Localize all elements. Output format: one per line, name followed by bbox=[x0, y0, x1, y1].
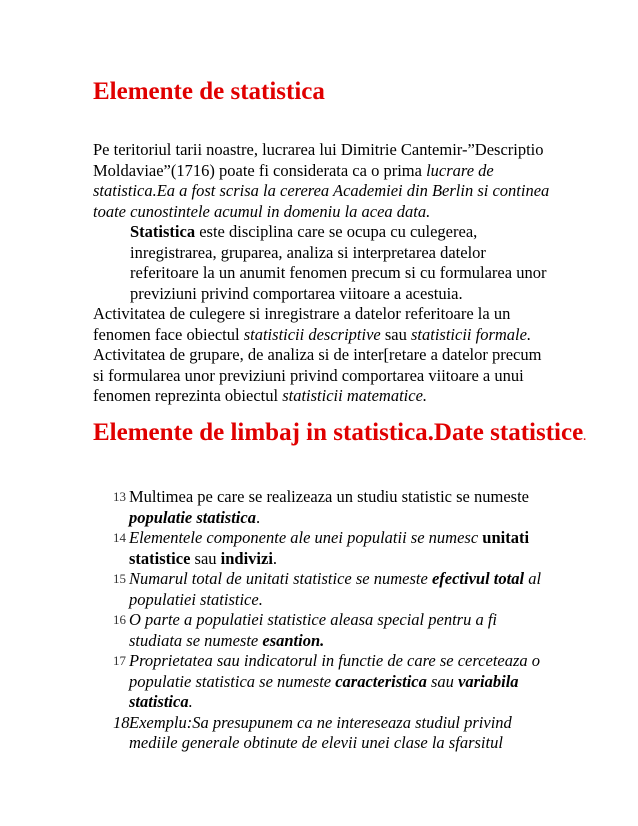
section-heading-text: Elemente de limbaj in statistica.Date statistice bbox=[93, 419, 584, 446]
term-esantion: esantion. bbox=[262, 630, 325, 650]
section-heading-dot: . bbox=[583, 431, 586, 443]
list-item-number: 15 bbox=[113, 571, 126, 586]
intro-p4-plain: Activitatea de grupare, de analiza si de inter[retare a datelor precum si formularea unor previziuni privind comportarea viitoare a unui fenomen reprezinta obiectul bbox=[93, 345, 542, 405]
intro-paragraph-1 bbox=[93, 140, 553, 222]
term-statistica: Statistica bbox=[130, 222, 196, 241]
list-item bbox=[93, 713, 553, 754]
intro-paragraph-2 bbox=[93, 222, 553, 304]
intro-paragraph-3 bbox=[93, 304, 553, 345]
document-title: Elemente de statistica bbox=[93, 78, 325, 105]
definitions-list bbox=[93, 487, 553, 754]
list-item-text: Proprietatea sau indicatorul in functie de care se cerceteaza o populatie statistica se numeste bbox=[129, 651, 541, 691]
term-indivizi: indivizi bbox=[220, 548, 273, 568]
list-item-text: sau bbox=[426, 671, 459, 691]
list-item-text: . bbox=[272, 548, 278, 568]
term-variabila-statistica: variabila statistica bbox=[129, 671, 519, 711]
list-item-number: 16 bbox=[113, 612, 126, 627]
list-item-text: Numarul total de unitati statistice se numeste bbox=[129, 569, 432, 588]
term-efectivul-total: efectivul total bbox=[431, 569, 525, 588]
list-item bbox=[93, 528, 553, 569]
list-item-number: 13 bbox=[113, 489, 126, 504]
list-item bbox=[93, 651, 553, 713]
term-statistica-descriptiva: statisticii descriptive bbox=[243, 324, 381, 344]
intro-section bbox=[93, 140, 553, 407]
term-caracteristica: caracteristica bbox=[335, 671, 427, 691]
list-item-text: O parte a populatiei statistice aleasa special pentru a fi studiata se numeste bbox=[129, 610, 498, 650]
list-item-text: Exemplu:Sa presupunem ca ne intereseaza studiul privind mediile generale obtinute de elevii unei clase la sfarsitul bbox=[129, 712, 512, 752]
intro-p1-plain: Pe teritoriul tarii noastre, lucrarea lui Dimitrie Cantemir-”Descriptio Moldaviae”(1716) poate fi considerata ca o prima bbox=[93, 140, 544, 180]
list-item-number: 14 bbox=[113, 530, 126, 545]
list-item-text: sau bbox=[190, 548, 221, 568]
term-populatie-statistica: populatie statistica bbox=[129, 507, 256, 527]
intro-p3-plain: Activitatea de culegere si inregistrare a datelor referitoare la un fenomen face obiectul bbox=[93, 304, 511, 344]
list-item-number: 17 bbox=[113, 653, 126, 668]
list-item-text: . bbox=[255, 507, 261, 527]
intro-p2-rest: este disciplina care se ocupa cu culegerea, inregistrarea, gruparea, analiza si interpretarea datelor referitoare la un anumit fenomen precum si cu formularea unor previziuni privind comportarea viitoare a acestuia. bbox=[130, 222, 547, 303]
term-statistica-matematica: statisticii matematice. bbox=[282, 386, 428, 405]
term-unitati-statistice: unitati statistice bbox=[129, 528, 530, 568]
list-item-text: al populatiei statistice. bbox=[129, 569, 542, 609]
list-item bbox=[93, 487, 553, 528]
list-item bbox=[93, 610, 553, 651]
intro-p1-italic: lucrare de statistica.Ea a fost scrisa la cererea Academiei din Berlin si continea toate cunostintele acumul in domeniu la acea data. bbox=[93, 160, 550, 221]
list-item-text: Elementele componente ale unei populatii se numesc bbox=[129, 528, 483, 547]
section-heading bbox=[93, 418, 586, 452]
list-item-number: 18 bbox=[113, 712, 130, 732]
list-item-text: Multimea pe care se realizeaza un studiu statistic se numeste bbox=[129, 487, 529, 506]
list-item bbox=[93, 569, 553, 610]
intro-paragraph-4 bbox=[93, 345, 553, 407]
intro-p3-mid: sau bbox=[380, 324, 411, 344]
term-statistica-formala: statisticii formale. bbox=[411, 324, 532, 344]
list-item-text: . bbox=[188, 692, 193, 711]
